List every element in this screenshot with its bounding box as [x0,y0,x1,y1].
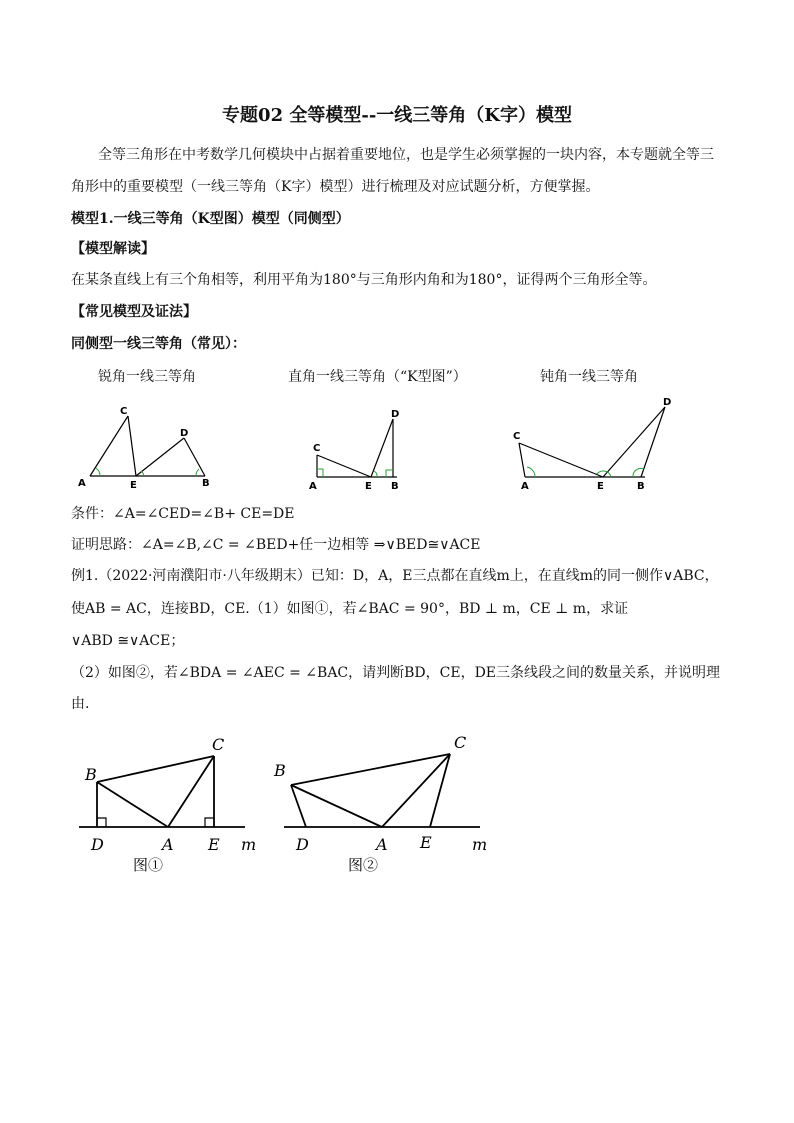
segment-ed [603,407,665,477]
segment-ba [97,782,168,827]
label-d: D [663,397,672,408]
label-b: B [274,761,286,780]
angle-mark-a [96,468,100,476]
angle-mark-b [196,469,199,476]
sub-label-obtuse: 钝角一线三等角 [540,369,638,385]
angle-mark-e [141,471,144,476]
label-a: A [309,481,317,492]
label-b: B [391,481,399,492]
same-side-label: 同侧型一线三等角（常见）： [71,336,246,352]
figure-1 [75,730,275,880]
figure-2-caption: 图② [348,856,379,874]
example-line-1: 例1.（2022·河南濮阳市·八年级期末）已知：D，A，E三点都在直线m上，在直线m的同一侧作∨ABC， [71,568,719,584]
segment-db [641,407,665,477]
label-b: B [85,765,97,784]
label-c: C [513,431,521,442]
label-a: A [78,478,86,489]
right-angle-mark-a [317,469,323,477]
label-d: D [296,835,309,854]
label-c: C [454,733,467,752]
segment-ac [519,443,525,477]
figure-2 [270,730,500,880]
intro-line-2: 角形中的重要模型（一线三等角（K字）模型）进行梳理及对应试题分析，方便掌握。 [71,179,600,195]
label-b: B [202,478,210,489]
label-c: C [313,443,321,454]
example-line-4: （2）如图②，若∠BDA = ∠AEC = ∠BAC，请判断BD，CE，DE三条线段之间的数量关系，并说明理 [71,665,721,681]
label-d: D [91,835,104,854]
segment-ac [90,416,128,476]
right-angle-mark-b [386,470,393,477]
right-angle-diagram [305,405,405,495]
label-e: E [365,481,372,492]
sub-label-acute: 锐角一线三等角 [98,369,196,385]
obtuse-diagram [505,395,685,495]
angle-mark-e [374,471,377,477]
interpretation-heading: 【模型解读】 [71,241,155,257]
label-e: E [597,481,604,492]
label-a: A [521,481,529,492]
segment-db [184,438,205,476]
right-angle-mark-d [97,818,106,827]
condition-text: 条件：∠A=∠CED=∠B+ CE=DE [71,506,295,522]
intro-line-1: 全等三角形在中考数学几何模块中占据着重要地位，也是学生必须掌握的一块内容，本专题就全等三 [98,147,714,163]
model1-heading: 模型1.一线三等角（K型图）模型（同侧型） [71,211,350,227]
label-m: m [472,835,488,854]
label-a: A [162,835,174,854]
label-e: E [420,833,432,852]
label-e: E [130,480,137,491]
label-e: E [208,835,220,854]
proof-idea-text: 证明思路：∠A=∠B,∠C = ∠BED+任一边相等 ⇒∨BED≅∨ACE [71,537,481,553]
segment-ed [371,419,393,477]
example-line-3: ∨ABD ≅∨ACE； [71,633,185,649]
interpretation-text: 在某条直线上有三个角相等，利用平角为180°与三角形内角和为180°，证得两个三角形全等。 [71,272,657,288]
segment-ce [317,455,371,477]
segment-ce [519,443,603,477]
label-c: C [120,406,128,417]
label-m: m [241,835,257,854]
segment-bc [97,756,214,782]
segment-ce [128,416,136,476]
label-a: A [376,835,388,854]
acute-diagram [70,398,230,494]
common-models-heading: 【常见模型及证法】 [71,304,197,320]
figure-1-caption: 图① [133,856,164,874]
label-c: C [212,735,225,754]
label-b: B [637,481,645,492]
page-title: 专题02 全等模型--一线三等角（K字）模型 [222,105,572,126]
right-angle-mark-e [205,818,214,827]
segment-ac [168,756,214,827]
label-d: D [391,409,400,420]
example-line-2: 使AB = AC，连接BD，CE.（1）如图①，若∠BAC = 90°，BD ⊥ m，CE ⊥ m，求证 [71,601,629,617]
label-d: D [180,428,189,439]
example-line-5: 由. [71,696,90,712]
angle-mark-a [527,467,535,477]
sub-label-right: 直角一线三等角（“K型图”） [288,369,467,385]
segment-ed [136,438,184,476]
